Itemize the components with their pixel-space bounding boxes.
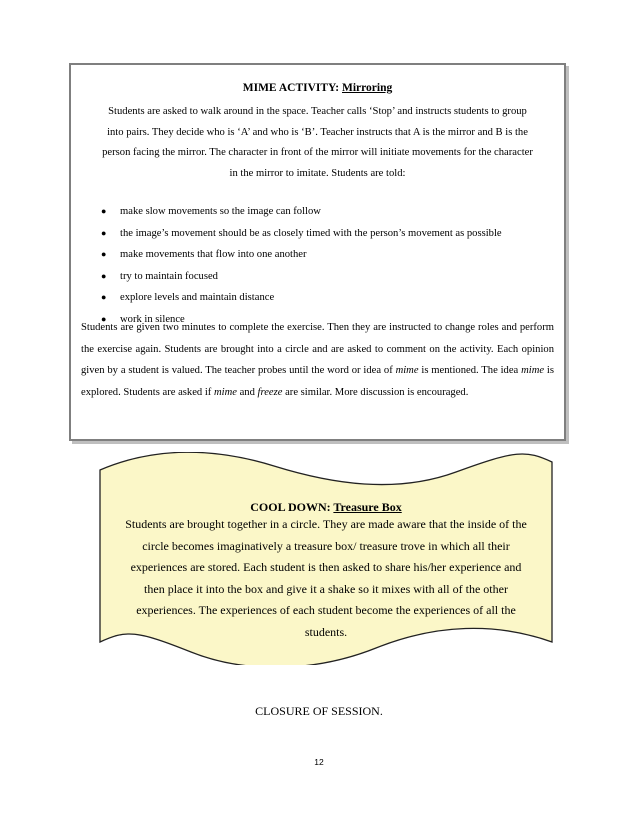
intro-line: into pairs. They decide who is ‘A’ and who is ‘B’. Teacher instructs that A is the mirror and B is the	[107, 126, 528, 138]
instruction-list	[99, 201, 502, 330]
intro-line: person facing the mirror. The character in front of the mirror will initiate movements for the character	[102, 147, 533, 158]
cool-down-line: experiences are stored. Each student is then asked to share his/her experience and	[130, 560, 522, 574]
list-item: ● make slow movements so the image can follow	[99, 201, 502, 223]
intro-line: Students are asked to walk around in the space. Teacher calls ‘Stop’ and instructs students to group	[108, 106, 527, 117]
list-item: ● try to maintain focused	[99, 266, 502, 288]
bullet-icon: ●	[101, 206, 107, 216]
mime-activity-box	[69, 63, 566, 441]
cool-down-body	[105, 514, 547, 643]
cool-down-line: circle becomes imaginatively a treasure box/ treasure trove in which all their	[142, 538, 510, 553]
bullet-icon: ●	[101, 270, 107, 281]
cool-down-line: experiences. The experiences of each student become the experiences of all the	[136, 603, 516, 617]
mime-activity-title: MIME ACTIVITY: Mirroring	[242, 82, 393, 94]
closure-text: CLOSURE OF SESSION.	[255, 704, 383, 718]
bullet-icon: ●	[101, 292, 107, 302]
list-item: ● work in silence	[99, 309, 502, 331]
list-item: ● make movements that flow into one another	[99, 244, 502, 266]
mime-activity-intro	[79, 102, 556, 184]
cool-down-title: COOL DOWN: Treasure Box	[250, 500, 402, 514]
list-item: ● explore levels and maintain distance	[99, 287, 502, 309]
cool-down-line: students.	[304, 624, 348, 639]
list-item: ● the image’s movement should be as closely timed with the person’s movement as possible	[99, 223, 502, 245]
intro-line: in the mirror to imitate. Students are told:	[229, 167, 406, 179]
mime-activity-outro: Students are given two minutes to complete the exercise. Then they are instructed to change roles and perform the exercise again. Students are brought into a circle and are asked to comment on the activity. Each opinion given by a student is valued. The teacher probes until the word or idea of mime is mentioned. The idea mime is explored. Students are asked if mime and freeze are similar. More discussion is encouraged.	[81, 322, 554, 398]
cool-down-line: then place it into the box and give it a shake so it mixes with all of the other	[144, 581, 508, 596]
cool-down-line: Students are brought together in a circle. They are made aware that the inside of the	[125, 517, 527, 531]
bullet-icon: ●	[101, 227, 107, 238]
page-number: 12	[314, 757, 324, 767]
bullet-icon: ●	[101, 313, 107, 324]
bullet-icon: ●	[101, 249, 107, 259]
